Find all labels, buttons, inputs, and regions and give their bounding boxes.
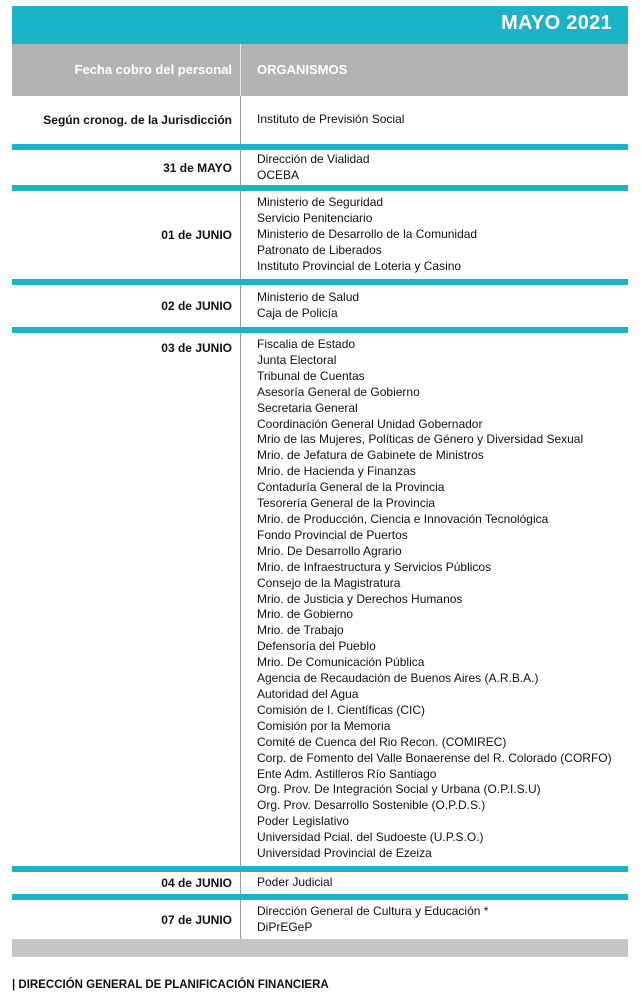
organismo-item: Dirección de Vialidad bbox=[257, 151, 370, 166]
page-title: MAYO 2021 bbox=[501, 12, 612, 34]
organismo-item: Agencia de Recaudación de Buenos Aires (A.R.B.A.) bbox=[257, 671, 539, 686]
organismos-list bbox=[241, 191, 628, 279]
table-row bbox=[12, 150, 628, 191]
organismo-item: Mrio. de Trabajo bbox=[257, 623, 344, 638]
organismo-item: Universidad Provincial de Ezeiza bbox=[257, 846, 432, 861]
organismo-item: Secretaria General bbox=[257, 400, 358, 415]
organismo-item: Autoridad del Agua bbox=[257, 686, 359, 701]
organismo-item: Junta Electoral bbox=[257, 352, 337, 367]
organismo-item: Comité de Cuenca del Rio Recon. (COMIREC) bbox=[257, 734, 507, 749]
organismos-list bbox=[241, 872, 628, 894]
organismo-item: Ministerio de Seguridad bbox=[257, 195, 384, 210]
organismo-item: Mrio. De Desarrollo Agrario bbox=[257, 543, 402, 558]
table-row bbox=[12, 900, 628, 939]
payment-date: 03 de JUNIO bbox=[12, 333, 241, 866]
table-header bbox=[12, 44, 628, 96]
payment-date: 04 de JUNIO bbox=[12, 872, 241, 894]
organismo-item: Coordinación General Unidad Gobernador bbox=[257, 416, 483, 431]
organismo-item: Mrio. de Gobierno bbox=[257, 607, 354, 622]
footer-text: | DIRECCIÓN GENERAL DE PLANIFICACIÓN FINANCIERA bbox=[12, 979, 329, 991]
organismo-item: Ministerio de Salud bbox=[257, 290, 360, 305]
organismo-item: Instituto Provincial de Loteria y Casino bbox=[257, 258, 462, 273]
organismo-item: Tesorería General de la Provincia bbox=[257, 496, 436, 511]
payment-date: 07 de JUNIO bbox=[12, 900, 241, 939]
organismo-item: OCEBA bbox=[257, 167, 300, 182]
organismo-item: Poder Judicial bbox=[257, 875, 333, 890]
title-bar bbox=[12, 6, 628, 44]
organismo-item: Org. Prov. Desarrollo Sostenible (O.P.D.S.) bbox=[257, 798, 486, 813]
organismos-list bbox=[241, 333, 628, 866]
organismo-item: Mrio. de Producción, Ciencia e Innovación Tecnológica bbox=[257, 512, 549, 527]
payment-date: Según cronog. de la Jurisdicción bbox=[12, 96, 241, 144]
organismo-item: Poder Legislativo bbox=[257, 814, 350, 829]
table-row bbox=[12, 333, 628, 872]
organismo-item: Contaduría General de la Provincia bbox=[257, 480, 445, 495]
organismo-item: Servicio Penitenciario bbox=[257, 211, 373, 226]
organismo-item: Corp. de Fomento del Valle Bonaerense del R. Colorado (CORFO) bbox=[257, 750, 612, 765]
organismo-item: Asesoría General de Gobierno bbox=[257, 384, 420, 399]
organismos-list bbox=[241, 900, 628, 939]
organismo-item: Tribunal de Cuentas bbox=[257, 368, 365, 383]
table-footer-bar bbox=[12, 939, 628, 957]
schedule-table bbox=[12, 6, 628, 957]
table-row bbox=[12, 96, 628, 150]
table-row bbox=[12, 872, 628, 900]
organismo-item: Mrio. de Infraestructura y Servicios Públicos bbox=[257, 559, 492, 574]
organismo-item: Defensoría del Pueblo bbox=[257, 639, 376, 654]
organismo-item: Instituto de Previsión Social bbox=[257, 112, 405, 127]
payment-date: 01 de JUNIO bbox=[12, 191, 241, 279]
organismo-item: Mrio. De Comunicación Pública bbox=[257, 655, 425, 670]
organismo-item: Mrio. de Hacienda y Finanzas bbox=[257, 464, 416, 479]
organismo-item: Comisión de I. Científicas (CIC) bbox=[257, 702, 426, 717]
organismo-item: Mrio. de Jefatura de Gabinete de Ministros bbox=[257, 448, 484, 463]
organismo-item: Universidad Pcial. del Sudoeste (U.P.S.O.) bbox=[257, 830, 484, 845]
organismo-item: Mrio. de Justicia y Derechos Humanos bbox=[257, 591, 463, 606]
table-row bbox=[12, 285, 628, 333]
organismo-item: Org. Prov. De Integración Social y Urbana (O.P.I.S.U) bbox=[257, 782, 541, 797]
table-row bbox=[12, 191, 628, 285]
table-body bbox=[12, 96, 628, 939]
payment-date: 02 de JUNIO bbox=[12, 285, 241, 327]
organismo-item: Fondo Provincial de Puertos bbox=[257, 527, 408, 542]
header-date: Fecha cobro del personal bbox=[12, 44, 241, 96]
organismo-item: Ente Adm. Astilleros Río Santiago bbox=[257, 766, 437, 781]
organismos-list bbox=[241, 96, 628, 144]
organismo-item: Mrio de las Mujeres, Políticas de Género y Diversidad Sexual bbox=[257, 432, 584, 447]
organismo-item: Dirección General de Cultura y Educación * bbox=[257, 903, 489, 918]
payment-date: 31 de MAYO bbox=[12, 150, 241, 185]
organismo-item: DiPrEGeP bbox=[257, 919, 313, 934]
organismo-item: Ministerio de Desarrollo de la Comunidad bbox=[257, 227, 478, 242]
organismo-item: Consejo de la Magistratura bbox=[257, 575, 401, 590]
organismo-item: Caja de Policía bbox=[257, 306, 338, 320]
organismos-list bbox=[241, 285, 628, 327]
header-organismos: ORGANISMOS bbox=[257, 62, 348, 77]
organismos-list bbox=[241, 150, 628, 185]
organismo-item: Comisión por la Memoria bbox=[257, 718, 391, 733]
organismo-item: Fiscalia de Estado bbox=[257, 337, 356, 352]
organismo-item: Patronato de Liberados bbox=[257, 242, 382, 257]
